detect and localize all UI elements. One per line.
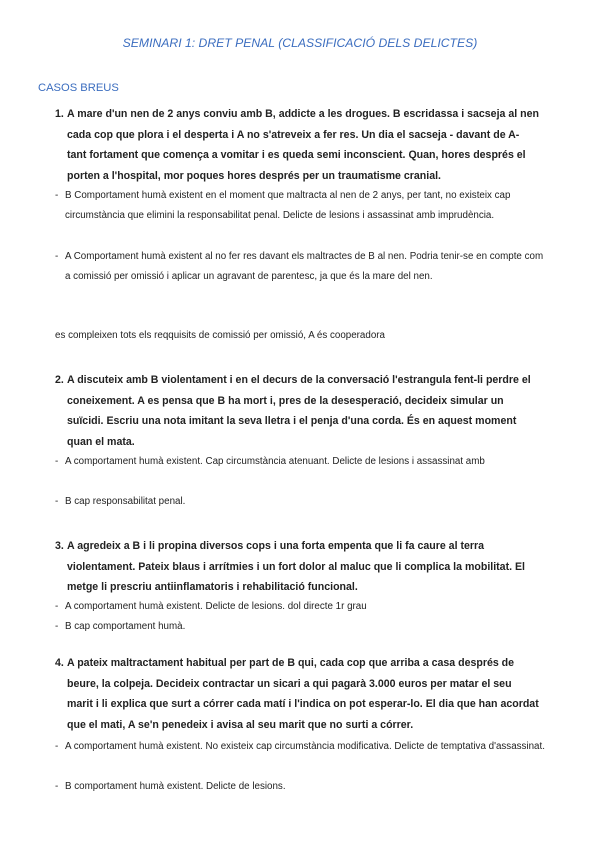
answer-text: A comportament humà existent. Cap circumstància atenuant. Delicte de lesions i assassinat amb — [65, 456, 485, 467]
case-1 — [55, 104, 540, 186]
case-number: 4. — [55, 657, 64, 669]
case-4 — [55, 653, 540, 735]
case-text: A pateix maltractament habitual per part de B qui, cada cop que arriba a casa després de beure, la colpeja. Decideix contractar un sicari a qui pagarà 3.000 euros per matar el seu marit i li explica que surt a córrer cada matí i l'indica on pot esperar-lo. El dia que han acordat que el mati, A se'n penedeix i avisa al seu marit que no surti a córrer. — [67, 657, 539, 731]
case-1-answer-b — [55, 186, 545, 225]
case-number: 1. — [55, 108, 64, 120]
answer-text: B Comportament humà existent en el moment que maltracta al nen de 2 anys, per tant, no existeix cap circumstància que elimini la responsabilitat penal. Delicte de lesions i assassinat amb imprudència. — [65, 190, 511, 221]
answer-text: B cap responsabilitat penal. — [65, 496, 186, 507]
note-text: es compleixen tots els reqquisits de comissió per omissió, A és cooperadora — [55, 330, 385, 341]
bullet-dash: - — [55, 781, 59, 792]
case-2 — [55, 370, 540, 452]
bullet-dash: - — [55, 456, 59, 467]
bullet-dash: - — [55, 496, 59, 507]
case-number: 2. — [55, 374, 64, 386]
case-3-answer-a — [55, 597, 545, 617]
answer-text: B comportament humà existent. Delicte de lesions. — [65, 781, 286, 792]
case-4-answer-b — [55, 777, 545, 797]
document-title: SEMINARI 1: DRET PENAL (CLASSIFICACIÓ DELS DELICTES) — [122, 36, 478, 50]
bullet-dash: - — [55, 251, 59, 262]
answer-text: A Comportament humà existent al no fer res davant els maltractes de B al nen. Podria tenir-se en compte com a comissió per omissió i aplicar un agravant de parentesc, ja que és la mare del nen. — [65, 251, 544, 282]
answer-text: B cap comportament humà. — [65, 621, 186, 632]
answer-text: A comportament humà existent. Delicte de lesions. dol directe 1r grau — [65, 601, 367, 612]
bullet-dash: - — [55, 621, 59, 632]
case-1-answer-a — [55, 247, 545, 286]
case-3 — [55, 536, 540, 598]
case-text: A agredeix a B i li propina diversos cops i una forta empenta que li fa caure al terra violentament. Pateix blaus i arrítmies i un fort dolor al maluc que li complica la mobilitat. El metge li prescriu antiinflamatoris i rehabilitació funcional. — [67, 540, 525, 593]
case-2-answer-a — [55, 452, 545, 472]
case-text: A mare d'un nen de 2 anys conviu amb B, addicte a les drogues. B escridassa i sacseja al nen cada cop que plora i el desperta i A no s'atreveix a fer res. Un dia el sacseja - davant de A- tant fortament que comença a vomitar i es queda semi inconscient. Quan, hores després el porten a l'hospital, mor poques hores després per un traumatisme cranial. — [67, 108, 539, 182]
case-number: 3. — [55, 540, 64, 552]
case-4-answer-a — [55, 737, 545, 757]
answer-text: A comportament humà existent. No existeix cap circumstància modificativa. Delicte de temptativa d'assassinat. — [65, 741, 545, 752]
section-heading: CASOS BREUS — [38, 82, 119, 94]
bullet-dash: - — [55, 741, 59, 752]
case-text: A discuteix amb B violentament i en el decurs de la conversació l'estrangula fent-li perdre el coneixement. A es pensa que B ha mort i, pres de la desesperació, decideix simular un suïcidi. Escriu una nota imitant la seva lletra i el penja d'una corda. És en aquest moment quan el mata. — [67, 374, 531, 448]
bullet-dash: - — [55, 190, 59, 201]
bullet-dash: - — [55, 601, 59, 612]
case-3-answer-b — [55, 617, 545, 637]
case-2-answer-b — [55, 492, 545, 512]
